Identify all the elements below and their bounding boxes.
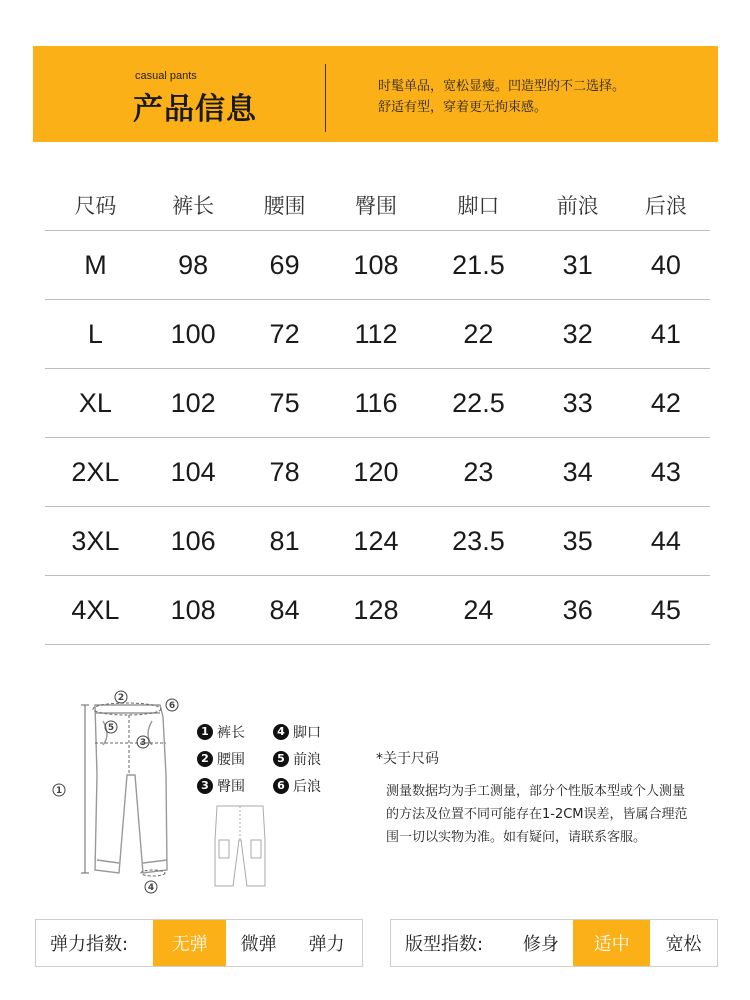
col-header-hem: 脚口 xyxy=(423,180,533,231)
cell: 84 xyxy=(240,576,328,645)
cell: 31 xyxy=(534,231,622,300)
about-size-line-2: 的方法及位置不同可能存在1-2CM误差，皆属合理范 xyxy=(386,807,688,822)
cell: 32 xyxy=(534,300,622,369)
pants-sketch-icon xyxy=(205,800,275,890)
cell: 69 xyxy=(240,231,328,300)
banner-title: 产品信息 xyxy=(133,92,257,127)
cell: 23.5 xyxy=(423,507,533,576)
cell: 45 xyxy=(622,576,710,645)
size-table-header-row xyxy=(45,180,710,231)
svg-text:5: 5 xyxy=(107,723,115,733)
cell: XL xyxy=(45,369,146,438)
cell: 24 xyxy=(423,576,533,645)
table-row xyxy=(45,231,710,300)
banner-desc-line-2: 舒适有型，穿着更无拘束感。 xyxy=(378,100,548,115)
col-header-waist: 腰围 xyxy=(240,180,328,231)
cell: 108 xyxy=(329,231,424,300)
elasticity-option-stretch: 弹力 xyxy=(308,934,345,955)
size-table xyxy=(45,180,710,645)
col-header-front-rise: 前浪 xyxy=(534,180,622,231)
banner-divider xyxy=(325,64,326,132)
legend-number: 3 xyxy=(197,778,213,794)
cell: 78 xyxy=(240,438,328,507)
legend-item xyxy=(273,749,321,769)
cell: 23 xyxy=(423,438,533,507)
legend-label: 裤长 xyxy=(217,725,245,741)
fit-option-regular: 适中 xyxy=(573,920,650,966)
header-banner xyxy=(33,46,718,142)
banner-desc-line-1: 时髦单品，宽松显瘦。凹造型的不二选择。 xyxy=(378,79,626,94)
cell: 4XL xyxy=(45,576,146,645)
cell: 44 xyxy=(622,507,710,576)
about-size-line-1: 测量数据均为手工测量，部分个性版本型或个人测量 xyxy=(386,784,686,799)
legend-label: 臀围 xyxy=(217,779,245,795)
elasticity-option-none: 无弹 xyxy=(153,920,226,966)
cell: 34 xyxy=(534,438,622,507)
legend-number: 1 xyxy=(197,724,213,740)
legend-number: 6 xyxy=(273,778,289,794)
table-row xyxy=(45,369,710,438)
cell: 21.5 xyxy=(423,231,533,300)
cell: 116 xyxy=(329,369,424,438)
legend-item xyxy=(197,749,245,769)
cell: M xyxy=(45,231,146,300)
legend-item xyxy=(273,776,321,796)
col-header-back-rise: 后浪 xyxy=(622,180,710,231)
cell: L xyxy=(45,300,146,369)
cell: 43 xyxy=(622,438,710,507)
legend-number: 4 xyxy=(273,724,289,740)
legend-number: 2 xyxy=(197,751,213,767)
legend-number: 5 xyxy=(273,751,289,767)
cell: 102 xyxy=(146,369,241,438)
svg-text:1: 1 xyxy=(55,786,63,796)
cell: 75 xyxy=(240,369,328,438)
elasticity-label: 弹力指数: xyxy=(50,934,129,955)
cell: 41 xyxy=(622,300,710,369)
legend-label: 腰围 xyxy=(217,752,245,768)
legend-label: 脚口 xyxy=(293,725,321,741)
cell: 35 xyxy=(534,507,622,576)
cell: 36 xyxy=(534,576,622,645)
elasticity-option-slight: 微弹 xyxy=(240,934,277,955)
fit-index-bar xyxy=(390,919,718,967)
cell: 108 xyxy=(146,576,241,645)
table-row xyxy=(45,438,710,507)
col-header-length: 裤长 xyxy=(146,180,241,231)
cell: 42 xyxy=(622,369,710,438)
cell: 2XL xyxy=(45,438,146,507)
about-size-line-3: 围一切以实物为准。如有疑问，请联系客服。 xyxy=(386,830,647,845)
cell: 120 xyxy=(329,438,424,507)
table-row xyxy=(45,507,710,576)
banner-subtitle: casual pants xyxy=(135,70,197,82)
svg-text:6: 6 xyxy=(168,701,176,711)
banner-description xyxy=(378,76,625,118)
about-size-text xyxy=(386,780,726,849)
cell: 112 xyxy=(329,300,424,369)
svg-text:2: 2 xyxy=(117,693,125,703)
cell: 106 xyxy=(146,507,241,576)
cell: 72 xyxy=(240,300,328,369)
cell: 22 xyxy=(423,300,533,369)
cell: 81 xyxy=(240,507,328,576)
legend-label: 后浪 xyxy=(293,779,321,795)
legend-item xyxy=(197,776,245,796)
cell: 128 xyxy=(329,576,424,645)
cell: 124 xyxy=(329,507,424,576)
legend-item xyxy=(273,722,321,742)
col-header-size: 尺码 xyxy=(45,180,146,231)
fit-label: 版型指数: xyxy=(405,934,484,955)
cell: 104 xyxy=(146,438,241,507)
cell: 3XL xyxy=(45,507,146,576)
pants-measurement-diagram xyxy=(45,685,195,895)
cell: 33 xyxy=(534,369,622,438)
cell: 100 xyxy=(146,300,241,369)
legend-label: 前浪 xyxy=(293,752,321,768)
col-header-hip: 臀围 xyxy=(329,180,424,231)
cell: 22.5 xyxy=(423,369,533,438)
table-row xyxy=(45,576,710,645)
fit-option-loose: 宽松 xyxy=(665,934,702,955)
svg-text:3: 3 xyxy=(139,738,147,748)
table-row xyxy=(45,300,710,369)
elasticity-index-bar xyxy=(35,919,363,967)
about-size-title: *关于尺码 xyxy=(376,751,439,767)
cell: 98 xyxy=(146,231,241,300)
fit-option-slim: 修身 xyxy=(522,934,559,955)
legend-item xyxy=(197,722,245,742)
svg-text:4: 4 xyxy=(147,883,155,893)
cell: 40 xyxy=(622,231,710,300)
